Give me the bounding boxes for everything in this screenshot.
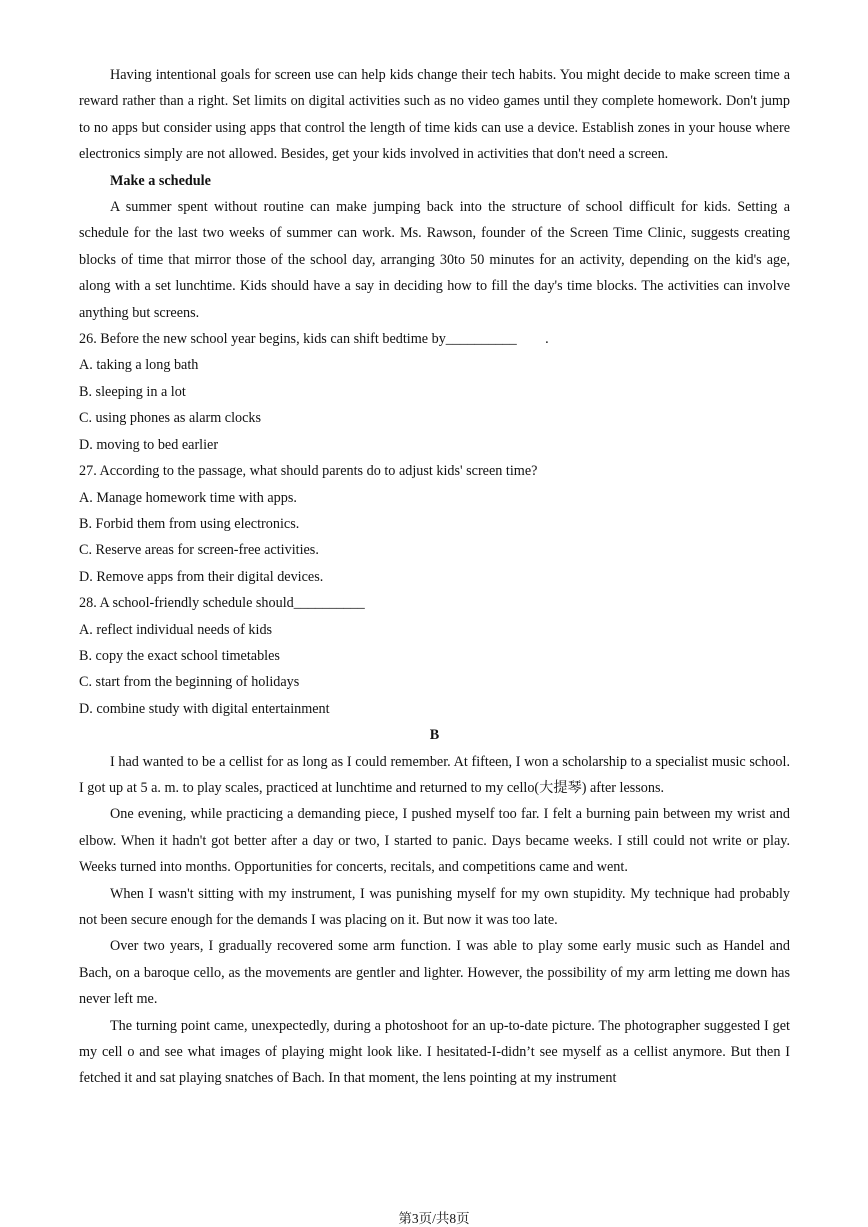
- question-27: [79, 458, 790, 590]
- question-28: [79, 590, 790, 722]
- question-stem: 28. A school-friendly schedule should__________: [79, 595, 365, 612]
- question-stem: 27. According to the passage, what should parents do to adjust kids' screen time?: [79, 463, 538, 480]
- passage-b-paragraph: One evening, while practicing a demanding piece, I pushed myself too far. I felt a burning pain between my wrist and elbow. When it hadn't got better after a day or two, I started to panic. Days became weeks. I still could not write or play. Weeks turned into months. Opportunities for concerts, recitals, and competitions came and went.: [79, 806, 790, 876]
- question-option: A. reflect individual needs of kids: [79, 621, 273, 638]
- passage-a-paragraph: A summer spent without routine can make jumping back into the structure of school difficult for kids. Setting a schedule for the last two weeks of summer can work. Ms. Rawson, founder of the Screen Time Clinic, suggests creating blocks of time that mirror those of the school day, arranging 30to 50 minutes for an activity, depending on the kid's age, along with a set lunchtime. Kids should have a say in deciding how to fill the day's time blocks. The activities can involve anything but screens.: [79, 199, 790, 321]
- question-option: A. taking a long bath: [79, 357, 199, 374]
- question-option: B. Forbid them from using electronics.: [79, 515, 300, 532]
- question-option: C. Reserve areas for screen-free activities.: [79, 542, 319, 559]
- question-26: [79, 326, 790, 458]
- passage-b-paragraph: Over two years, I gradually recovered some arm function. I was able to play some early music such as Handel and Bach, on a baroque cello, as the movements are gentler and lighter. However, the possibility of my arm letting me down has never left me.: [79, 938, 790, 1008]
- passage-a-paragraph: Having intentional goals for screen use can help kids change their tech habits. You might decide to make screen time a reward rather than a right. Set limits on digital activities such as no video games until they complete homework. Don't jump to no apps but consider using apps that control the length of time kids can use a device. Establish zones in your house where electronics simply are not allowed. Besides, get your kids involved in activities that don't need a screen.: [79, 67, 790, 163]
- passage-b-paragraph: When I wasn't sitting with my instrument, I was punishing myself for my own stupidity. My technique had probably not been secure enough for the demands I was placing on it. But now it was too late.: [79, 885, 790, 928]
- passage-b-paragraph: The turning point came, unexpectedly, during a photoshoot for an up-to-date picture. The photographer suggested I get my cell o and see what images of playing might look like. I hesitated-I-didn’t see myself as a cellist anymore. But then I fetched it and sat playing snatches of Bach. In that moment, the lens pointing at my instrument: [79, 1017, 790, 1087]
- question-option: D. combine study with digital entertainment: [79, 700, 330, 717]
- question-option: A. Manage homework time with apps.: [79, 489, 297, 506]
- question-option: B. copy the exact school timetables: [79, 647, 280, 664]
- section-label: B: [429, 727, 440, 744]
- section-heading: Make a schedule: [110, 172, 211, 189]
- question-option: D. Remove apps from their digital devices.: [79, 568, 324, 585]
- question-stem: 26. Before the new school year begins, kids can shift bedtime by__________ .: [79, 331, 549, 348]
- question-option: D. moving to bed earlier: [79, 436, 219, 453]
- question-option: C. start from the beginning of holidays: [79, 674, 300, 691]
- question-option: C. using phones as alarm clocks: [79, 410, 262, 427]
- page-number: 第3页/共8页: [398, 1211, 470, 1226]
- passage-b-paragraph: I had wanted to be a cellist for as long as I could remember. At fifteen, I won a scholarship to a specialist music school. I got up at 5 a. m. to play scales, practiced at lunchtime and returned to my cello(大提琴) after lessons.: [79, 753, 790, 796]
- question-option: B. sleeping in a lot: [79, 383, 186, 400]
- document-page: [79, 62, 790, 1092]
